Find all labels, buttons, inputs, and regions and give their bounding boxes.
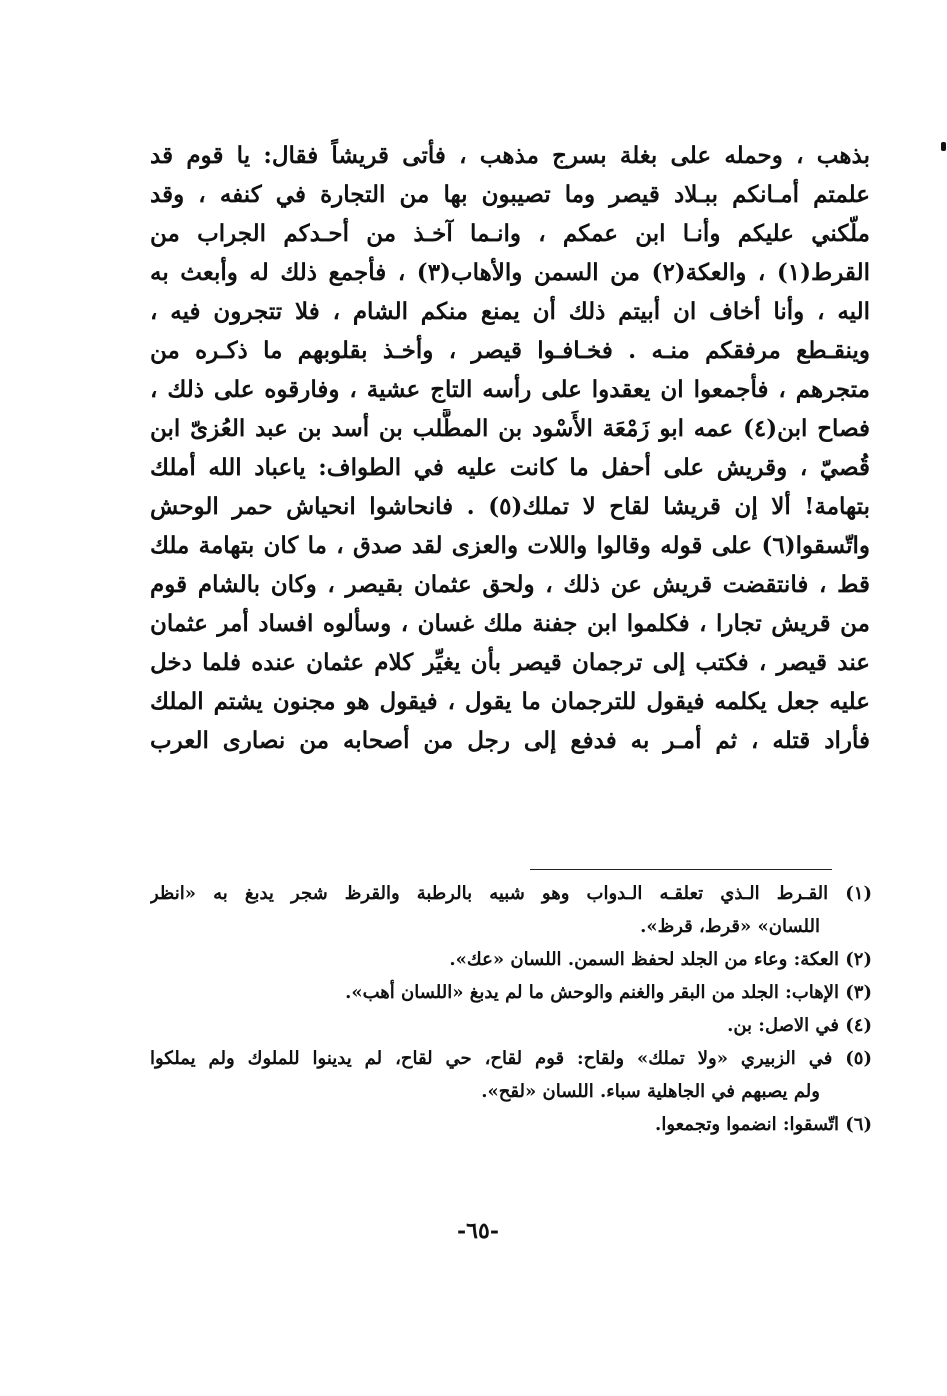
footnote-line: (٣) الإهاب: الجلد من البقر والغنم والوحش ما لم يدبغ «اللسان أهب». <box>345 982 872 1003</box>
text-line: علمتم أمـانكم ببـلاد قيصر وما تصيبون بها من التجارة في كنفه ، وقد <box>150 181 870 208</box>
text-line: وينقـطع مرفقكم منـه . فخـافـوا قيصر ، وأخـذ بقلوبهم ما ذكـره من <box>150 337 870 364</box>
footnotes <box>150 877 872 1141</box>
footnote-continuation: ولم يصبهم في الجاهلية سباء. اللسان «لقح». <box>481 1081 820 1102</box>
footnote-line: (٦) اتّسقوا: انضموا وتجمعوا. <box>655 1114 872 1135</box>
footnote-line: (٥) في الزبيري «ولا تملك» ولقاح: قوم لقاح، حي لقاح، لم يدينوا للملوك ولم يملكوا <box>150 1048 872 1069</box>
footnote-line: (١) القـرط الـذي تعلقـه الـدواب وهو شبيه بالرطبة والقرظ شجر يدبغ به «انظر <box>150 883 872 904</box>
footnote-3 <box>150 976 872 1009</box>
footnote-continuation: اللسان» «قرط، قرظ». <box>640 916 820 937</box>
footnote-separator <box>530 869 832 870</box>
text-line: من قريش تجارا ، فكلموا ابن جفنة ملك غسان ، وسألوه افساد أمر عثمان <box>150 610 870 637</box>
footnote-line: (٤) في الاصل: بن. <box>727 1015 872 1036</box>
text-line: فأراد قتله ، ثم أمـر به فدفع إلى رجل من أصحابه من نصارى العرب <box>150 727 870 754</box>
text-line: واتّسقوا(٦) على قوله وقالوا واللات والعزى لقد صدق ، ما كان بتهامة ملك <box>150 532 870 559</box>
text-line: قط ، فانتقضت قريش عن ذلك ، ولحق عثمان بقيصر ، وكان بالشام قوم <box>150 571 870 598</box>
text-line: عند قيصر ، فكتب إلى ترجمان قيصر بأن يغيِّر كلام عثمان عنده فلما دخل <box>150 649 870 676</box>
footnote-line: (٢) العكة: وعاء من الجلد لحفظ السمن. اللسان «عك». <box>449 949 872 970</box>
text-line: بذهب ، وحمله على بغلة بسرج مذهب ، فأتى قريشاً فقال: يا قوم قد <box>150 142 870 169</box>
text-line: متجرهم ، فأجمعوا ان يعقدوا على رأسه التاج عشية ، وفارقوه على ذلك ، <box>150 376 870 403</box>
scan-edge-mark <box>941 142 946 151</box>
text-line: فصاح ابن(٤) عمه ابو زَمْعَة الأَسْود بن المطَّلب بن أسد بن عبد العُزىّ ابن <box>150 415 870 442</box>
text-line: اليه ، وأنا أخاف ان أبيتم ذلك أن يمنع منكم الشام ، فلا تتجرون فيه ، <box>150 298 870 325</box>
footnote-2 <box>150 943 872 976</box>
main-text <box>150 136 870 760</box>
text-line: عليه جعل يكلمه فيقول للترجمان ما يقول ، فيقول هو مجنون يشتم الملك <box>150 688 870 715</box>
footnote-1 <box>150 877 872 943</box>
text-line: بتهامة! ألا إن قريشا لقاح لا تملك(٥) . فانحاشوا انحياش حمر الوحش <box>150 493 870 520</box>
footnote-6 <box>150 1108 872 1141</box>
footnote-4 <box>150 1009 872 1042</box>
page-number: -٦٥- <box>457 1218 499 1244</box>
text-line: ملّكني عليكم وأنـا ابن عمكم ، وانـما آخـذ من أحـدكم الجراب من <box>150 220 870 247</box>
text-line: القرط(١) ، والعكة(٢) من السمن والأهاب(٣) ، فأجمع ذلك له وأبعث به <box>150 259 870 286</box>
footnote-5 <box>150 1042 872 1108</box>
text-line: قُصيّ ، وقريش على أحفل ما كانت عليه في الطواف: ياعباد الله أملك <box>150 454 870 481</box>
